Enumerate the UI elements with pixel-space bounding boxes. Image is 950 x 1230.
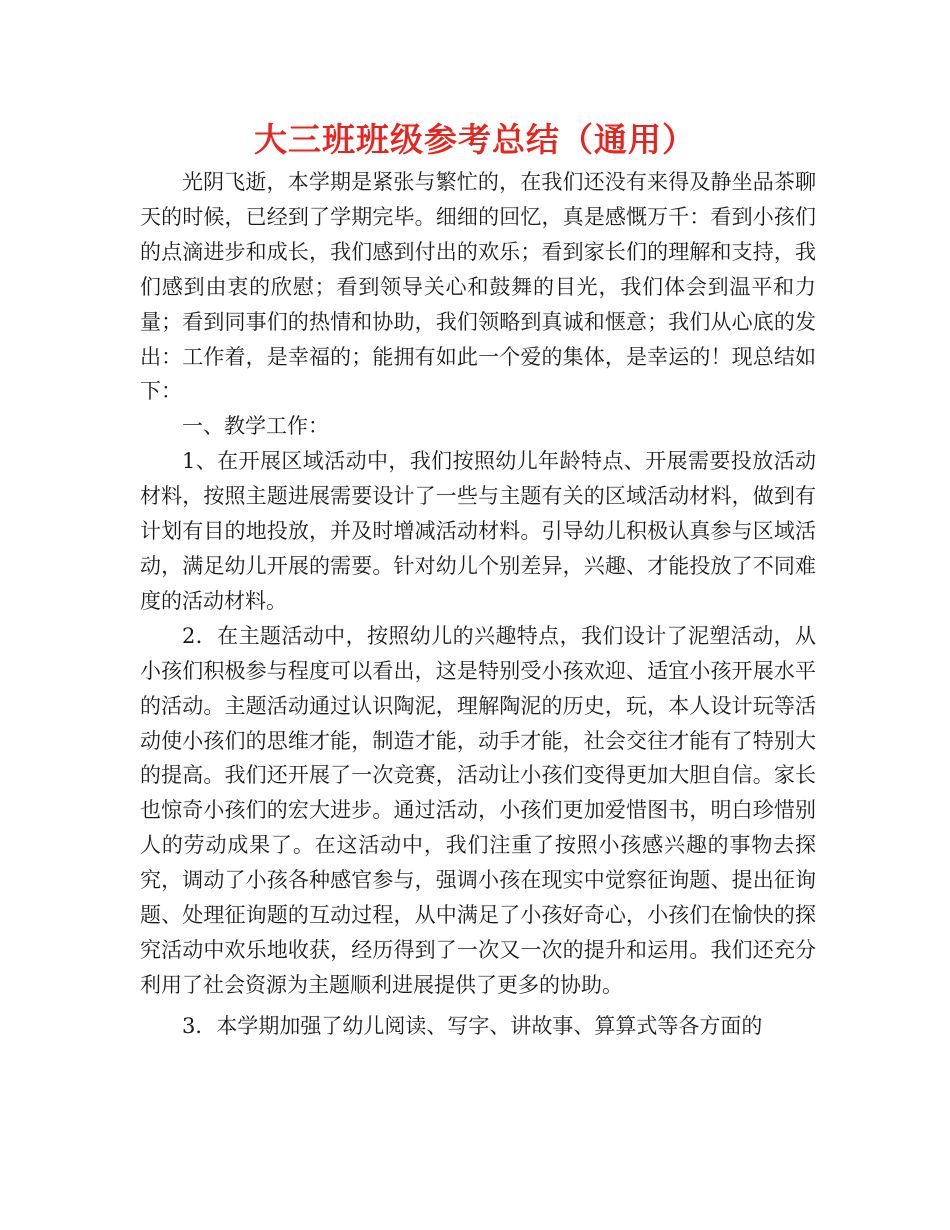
paragraph-item-3: 3．本学期加强了幼儿阅读、写字、讲故事、算算式等各方面的 [182, 1013, 763, 1038]
document-title: 大三班班级参考总结（通用） [254, 120, 696, 159]
section-heading-teaching: 一、教学工作： [182, 414, 329, 439]
paragraph-item-2: 2．在主题活动中，按照幼儿的兴趣特点，我们设计了泥塑活动，从小孩们积极参与程度可以看出，这是特别受小孩欢迎、适宜小孩开展水平的活动。主题活动通过认识陶泥，理解陶泥的历史，玩，本人设计玩等活动使小孩们的思维才能，制造才能，动手才能，社会交往才能有了特别大的提高。我们还开展了一次竞赛，活动让小孩们变得更加大胆自信。家长也惊奇小孩们的宏大进步。通过活动，小孩们更加爱惜图书，明白珍惜别人的劳动成果了。在这活动中，我们注重了按照小孩感兴趣的事物去探究，调动了小孩各种感官参与，强调小孩在现实中觉察征询题、提出征询题、处理征询题的互动过程，从中满足了小孩好奇心，小孩们在愉快的探究活动中欢乐地收获，经历得到了一次又一次的提升和运用。我们还充分利用了社会资源为主题顺利进展提供了更多的协助。 [140, 623, 816, 997]
document-body [140, 165, 816, 1044]
paragraph-intro: 光阴飞逝，本学期是紧张与繁忙的，在我们还没有来得及静坐品茶聊天的时候，已经到了学期完毕。细细的回忆，真是感慨万千：看到小孩们的点滴进步和成长，我们感到付出的欢乐；看到家长们的理解和支持，我们感到由衷的欣慰；看到领导关心和鼓舞的目光，我们体会到温平和力量；看到同事们的热情和协助，我们领略到真诚和惬意；我们从心底的发出：工作着，是幸福的；能拥有如此一个爱的集体，是幸运的！现总结如下： [140, 170, 816, 404]
paragraph-item-1: 1、在开展区域活动中，我们按照幼儿年龄特点、开展需要投放活动材料，按照主题进展需要设计了一些与主题有关的区域活动材料，做到有计划有目的地投放，并及时增减活动材料。引导幼儿积极认真参与区域活动，满足幼儿开展的需要。针对幼儿个别差异，兴趣、才能投放了不同难度的活动材料。 [140, 449, 816, 613]
